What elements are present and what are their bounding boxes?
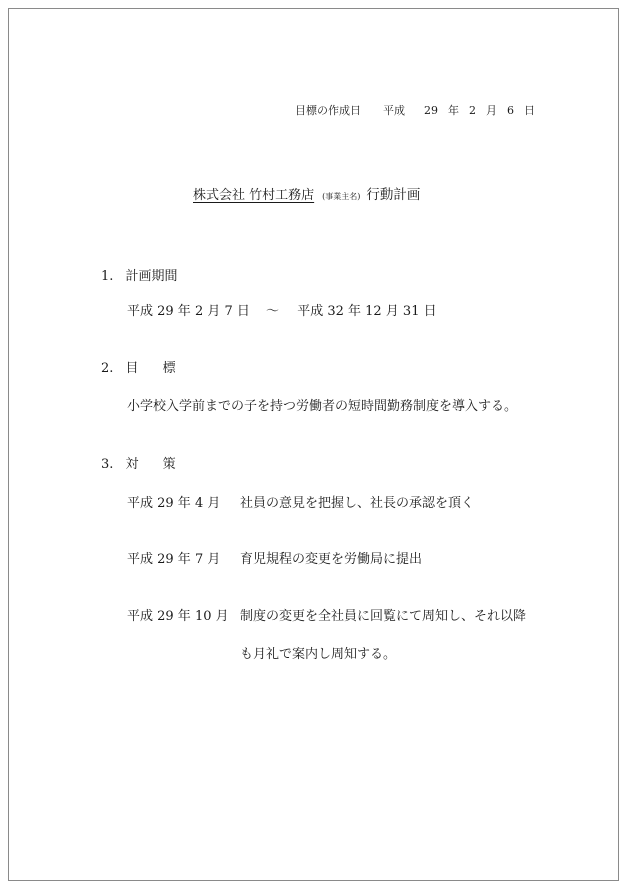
measure-date: 平成 29 年 10 月 (127, 609, 229, 624)
section-heading-text: 対 策 (125, 457, 186, 472)
company-name: 株式会社 竹村工務店 (193, 188, 315, 203)
section-heading-goal (101, 362, 186, 375)
creation-date-line (295, 105, 538, 116)
measure-text: 社員の意見を把握し、社長の承認を頂く (240, 496, 475, 511)
period-end: 平成 32 年 12 月 31 日 (297, 304, 437, 319)
document-title (193, 189, 420, 203)
owner-note: (事業主名) (322, 192, 361, 201)
section-number: 1. (101, 269, 114, 284)
goal-text: 小学校入学前までの子を持つ労働者の短時間勤務制度を導入する。 (127, 399, 518, 414)
period-start: 平成 29 年 2 月 7 日 (127, 304, 250, 319)
creation-date-era: 平成 (383, 104, 405, 117)
measure-date: 平成 29 年 7 月 (127, 552, 221, 567)
section-heading-text: 目 標 (125, 361, 186, 376)
section-heading-measures (101, 458, 186, 471)
creation-date-year: 29 (424, 104, 438, 117)
section-number: 2. (101, 361, 114, 376)
creation-date-month-unit: 月 (486, 104, 497, 117)
section-heading-text: 計画期間 (125, 269, 178, 284)
document-page (8, 8, 619, 881)
plan-period (127, 305, 437, 318)
creation-date-day: 6 (507, 104, 514, 117)
creation-date-month: 2 (469, 104, 476, 117)
plan-title: 行動計画 (366, 187, 421, 203)
measure-text: 育児規程の変更を労働局に提出 (240, 552, 423, 567)
period-tilde: 〜 (266, 304, 280, 319)
measure-text-continued: も月礼で案内し周知する。 (240, 647, 397, 662)
measure-text: 制度の変更を全社員に回覧にて周知し、それ以降 (240, 609, 527, 624)
measure-date: 平成 29 年 4 月 (127, 496, 221, 511)
section-heading-period (101, 270, 178, 283)
section-number: 3. (101, 457, 114, 472)
creation-date-day-unit: 日 (524, 104, 535, 117)
creation-date-label: 目標の作成日 (295, 104, 361, 117)
creation-date-year-unit: 年 (448, 104, 459, 117)
